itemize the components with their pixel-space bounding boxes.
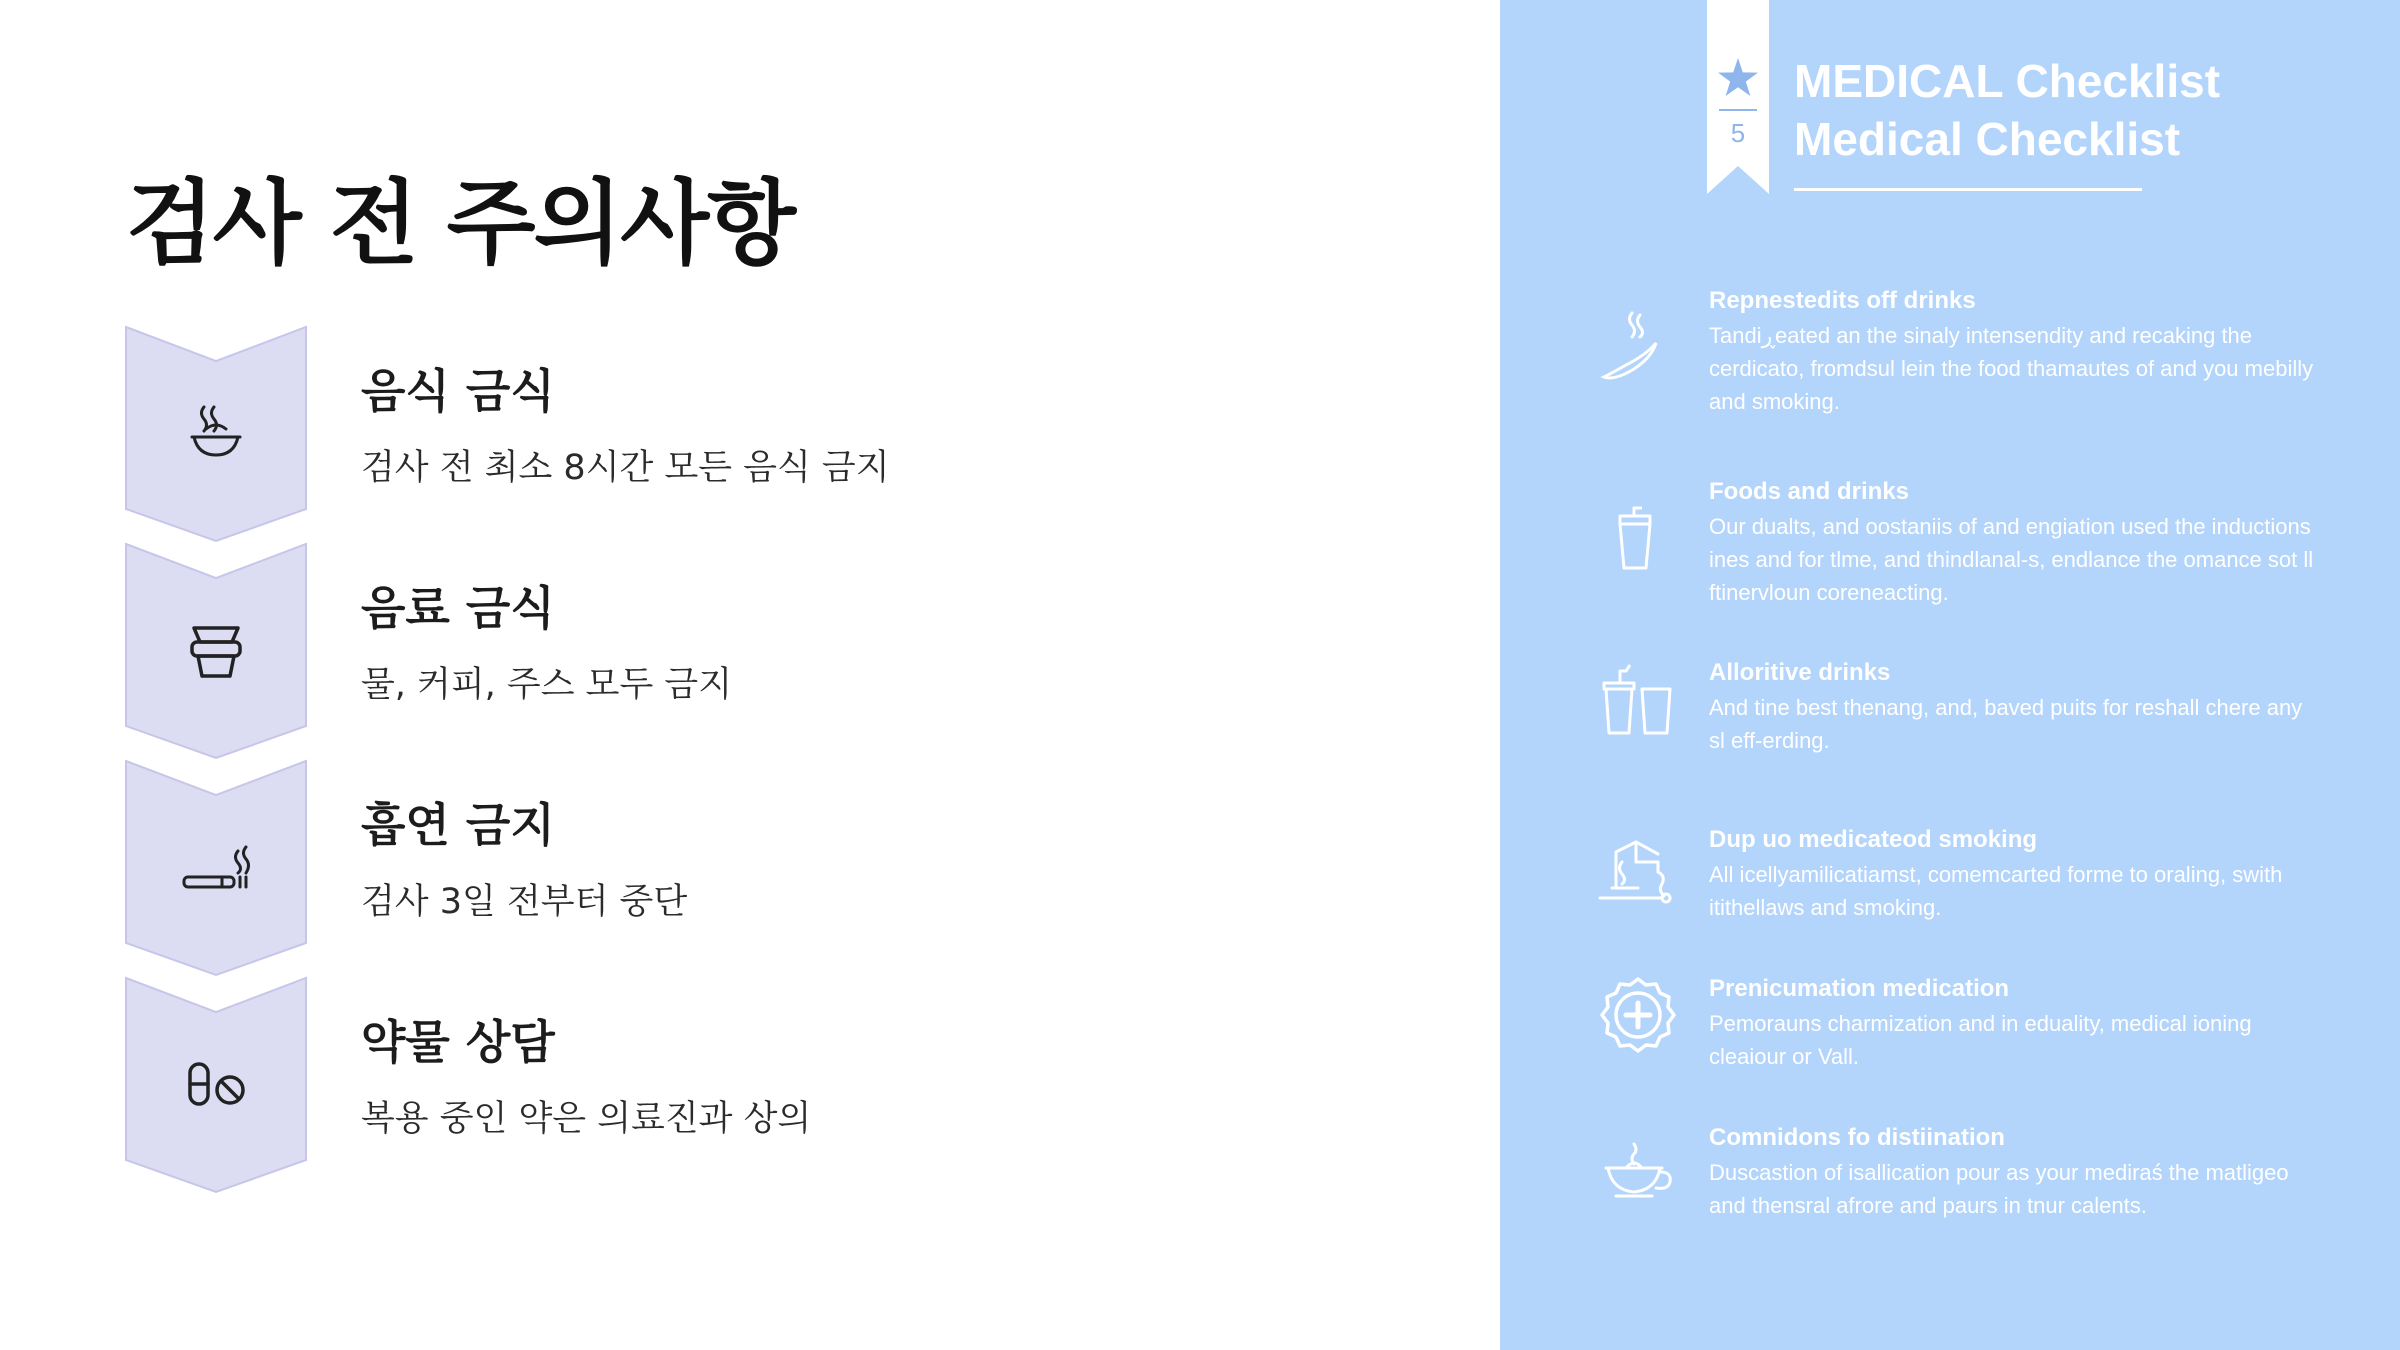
step-drink-fasting [124, 542, 1424, 762]
panel-title-line-1: MEDICAL Checklist [1794, 55, 2221, 107]
item-body: Tandiڕeated an the sinaly intensendity and recaking the cerdicato, fromdsul lein the food thamautes of and you mebilly and smoking. [1709, 323, 2314, 414]
item-heading: Alloritive drinks [1709, 659, 1891, 686]
item-body: All icellyamilicatiamst, comemcarted forme to oraling, swith itithellaws and smoking. [1709, 862, 2283, 920]
panel-title-line-2: Medical Checklist [1794, 113, 2181, 165]
item-body: Duscastion of isallication pour as your mediraś the matligeo and thensral afrore and paurs in tnur calents. [1709, 1160, 2289, 1218]
item-heading: Prenicumation medication [1709, 975, 2010, 1002]
smoking-device-icon [1596, 828, 1680, 912]
item-heading: Dup uo medicateod smoking [1709, 826, 2038, 853]
item-body: Our dualts, and oostaniis of and engiation used the inductions ines and for tlme, and thindlanal-s, endlance the omance sot ll ftinervloun coreneacting. [1709, 514, 2314, 605]
item-heading: Repnestedits off drinks [1709, 287, 1976, 314]
teacup-icon [1596, 1134, 1680, 1218]
step-description: 검사 3일 전부터 중단 [361, 882, 688, 922]
step-description: 물, 커피, 주스 모두 금지 [361, 665, 733, 705]
step-no-smoking [124, 759, 1424, 979]
step-medication-consult [124, 976, 1424, 1196]
step-title: 음료 금식 [361, 581, 555, 635]
food-bowl-icon [170, 389, 262, 481]
checklist-items [1500, 0, 2400, 1350]
item-body: And tine best thenang, and, baved puits for reshall chere any sl eff-erding. [1709, 695, 2303, 753]
step-food-fasting [124, 325, 1424, 545]
two-cups-icon [1596, 659, 1680, 743]
checklist-panel [1500, 0, 2400, 1350]
steps-list [124, 325, 1424, 1195]
step-title: 약물 상담 [361, 1015, 555, 1069]
cup-icon [1596, 498, 1680, 582]
drink-cup-icon [170, 606, 262, 698]
pill-prohibited-icon [170, 1040, 262, 1132]
item-body: Pemorauns charmization and in eduality, medical ioning cleaiour or Vall. [1709, 1011, 2252, 1069]
step-title: 흡연 금지 [361, 798, 555, 852]
page-title: 검사 전 주의사항 [126, 170, 795, 277]
medical-cross-badge-icon [1596, 973, 1680, 1057]
step-description: 복용 중인 약은 의료진과 상의 [361, 1099, 812, 1139]
banana-smoke-icon [1596, 307, 1680, 391]
item-heading: Comnidons fo distiination [1709, 1124, 2005, 1151]
badge-number: 5 [1730, 118, 1746, 148]
step-title: 음식 금식 [361, 364, 555, 418]
item-heading: Foods and drinks [1709, 478, 1910, 505]
cigarette-icon [170, 823, 262, 915]
step-description: 검사 전 최소 8시간 모든 음식 금지 [361, 448, 890, 488]
